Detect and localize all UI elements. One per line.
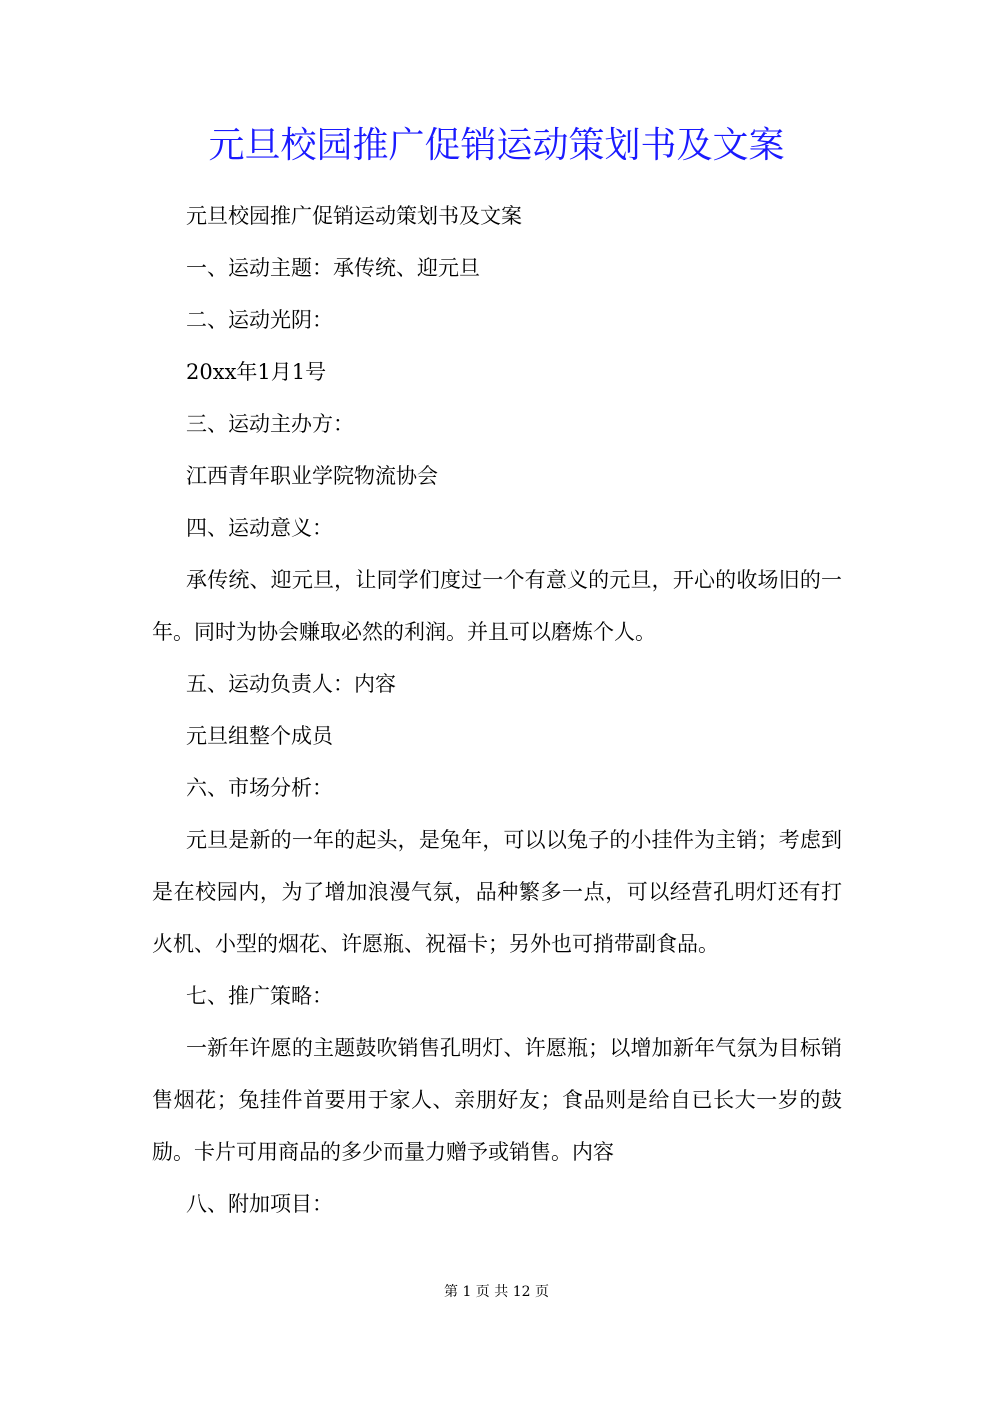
paragraph-organizer-heading: 三、运动主办方：	[186, 412, 354, 436]
paragraph-date: 20xx年1月1号	[186, 360, 327, 384]
paragraph-leader: 元旦组整个成员	[186, 724, 333, 748]
paragraph-organizer: 江西青年职业学院物流协会	[186, 464, 438, 488]
paragraph-strategy: 一新年许愿的主题鼓吹销售孔明灯、许愿瓶；以增加新年气氛为目标销售烟花；兔挂件首要用于家人、亲朋好友；食品则是给自已长大一岁的鼓励。卡片可用商品的多少而量力赠予或销售。内容	[152, 1036, 842, 1164]
document-body	[152, 190, 842, 1230]
paragraph-market: 元旦是新的一年的起头，是兔年，可以以兔子的小挂件为主销；考虑到是在校园内，为了增加浪漫气氛，品种繁多一点，可以经营孔明灯还有打火机、小型的烟花、许愿瓶、祝福卡；另外也可捎带副食品。	[152, 828, 842, 956]
page-footer	[0, 1280, 993, 1304]
paragraph-theme: 一、运动主题：承传统、迎元旦	[186, 256, 480, 280]
paragraph-leader-heading: 五、运动负责人：内容	[186, 672, 396, 696]
paragraph-market-heading: 六、市场分析：	[186, 776, 333, 800]
document-title: 元旦校园推广促销运动策划书及文案	[208, 125, 785, 166]
paragraph-doc-title: 元旦校园推广促销运动策划书及文案	[186, 204, 522, 228]
paragraph-meaning: 承传统、迎元旦，让同学们度过一个有意义的元旦，开心的收场旧的一年。同时为协会赚取必然的利润。并且可以磨炼个人。	[152, 568, 842, 644]
paragraph-meaning-heading: 四、运动意义：	[186, 516, 333, 540]
paragraph-time-heading: 二、运动光阴：	[186, 308, 333, 332]
paragraph-strategy-heading: 七、推广策略：	[186, 984, 333, 1008]
paragraph-extra-heading: 八、附加项目：	[186, 1192, 333, 1216]
page-number: 第 1 页 共 12 页	[444, 1284, 549, 1300]
